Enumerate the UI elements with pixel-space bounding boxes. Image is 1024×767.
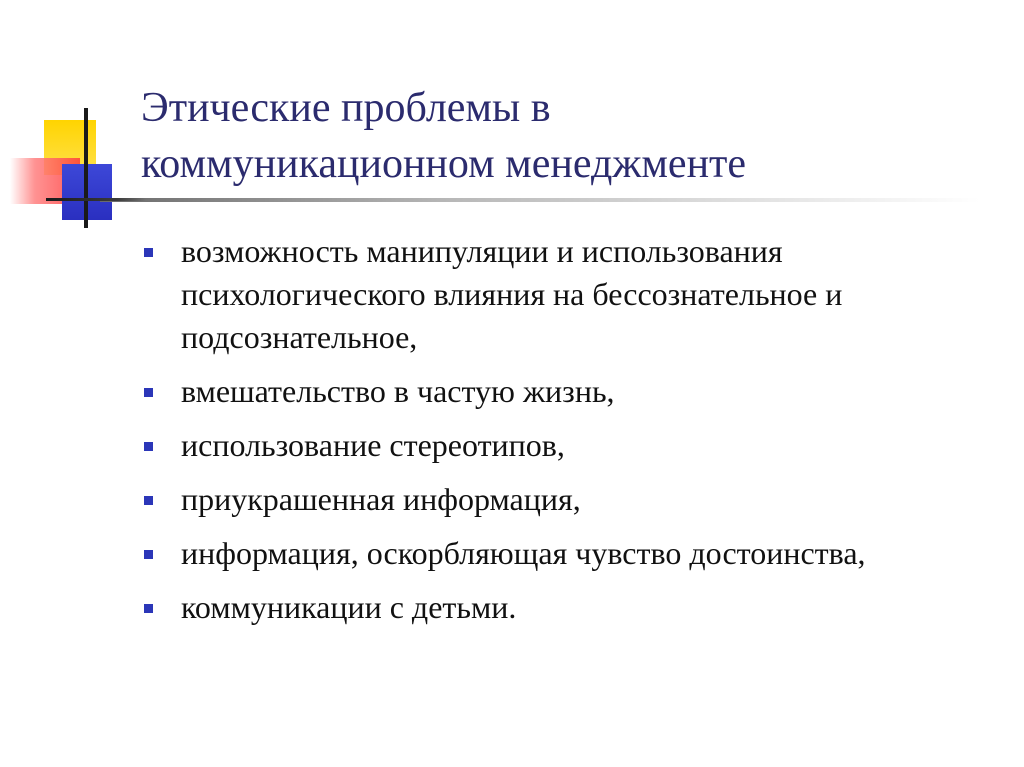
- list-item-text: использование стереотипов,: [181, 427, 565, 463]
- list-item: [140, 230, 1000, 359]
- square-bullet-icon: [144, 496, 153, 505]
- list-item: [140, 424, 1000, 467]
- slide-title-line-1: Этические проблемы в: [141, 85, 551, 131]
- list-item-text: информация, оскорбляющая чувство достоинства,: [181, 535, 866, 571]
- title-underline: [100, 198, 980, 202]
- square-bullet-icon: [144, 550, 153, 559]
- bullet-list: [140, 230, 1000, 640]
- decor-horizontal-line: [46, 198, 146, 201]
- list-item: [140, 586, 1000, 629]
- list-item: [140, 370, 1000, 413]
- list-item-text: вмешательство в частую жизнь,: [181, 373, 615, 409]
- decor-vertical-line: [84, 108, 88, 228]
- square-bullet-icon: [144, 248, 153, 257]
- slide-title: [141, 80, 1001, 192]
- square-bullet-icon: [144, 388, 153, 397]
- list-item: [140, 478, 1000, 521]
- square-bullet-icon: [144, 604, 153, 613]
- list-item-text: коммуникации с детьми.: [181, 589, 517, 625]
- list-item-text: приукрашенная информация,: [181, 481, 581, 517]
- list-item: [140, 532, 1000, 575]
- list-item-text: возможность манипуляции и использования психологического влияния на бессознательное и подсознательное,: [181, 233, 843, 355]
- slide-title-line-2: коммуникационном менеджменте: [141, 141, 747, 187]
- square-bullet-icon: [144, 442, 153, 451]
